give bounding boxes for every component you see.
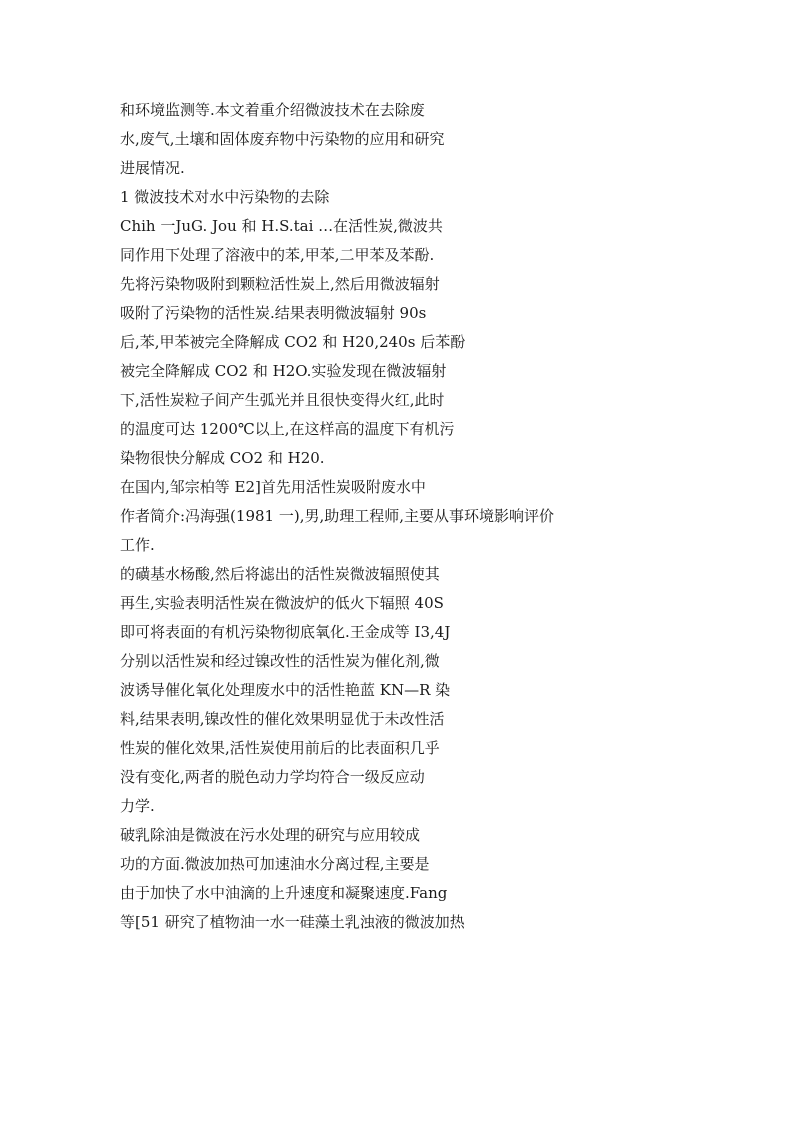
text-line: 进展情况.	[120, 159, 185, 177]
text-line: 吸附了污染物的活性炭.结果表明微波辐射 90s	[120, 304, 427, 322]
text-line: 再生,实验表明活性炭在微波炉的低火下辐照 40S	[120, 594, 444, 612]
text-line: 料,结果表明,镍改性的催化效果明显优于未改性活	[120, 710, 445, 728]
author-note: 作者简介:冯海强(1981 一),男,助理工程师,主要从事环境影响评价	[120, 507, 555, 525]
text-line: 即可将表面的有机污染物彻底氧化.王金成等 I3,4J	[120, 623, 451, 641]
text-line: 先将污染物吸附到颗粒活性炭上,然后用微波辐射	[120, 275, 440, 293]
text-line: 下,活性炭粒子间产生弧光并且很快变得火红,此时	[120, 391, 445, 409]
text-line: 分别以活性炭和经过镍改性的活性炭为催化剂,微	[120, 652, 440, 670]
text-line: 等[51 研究了植物油一水一硅藻土乳浊液的微波加热	[120, 913, 465, 931]
text-line: 性炭的催化效果,活性炭使用前后的比表面积几乎	[120, 739, 440, 757]
text-line: 同作用下处理了溶液中的苯,甲苯,二甲苯及苯酚.	[120, 246, 435, 264]
text-line: 水,废气,土壤和固体废弃物中污染物的应用和研究	[120, 130, 445, 148]
text-line: Chih 一JuG. Jou 和 H.S.tai …在活性炭,微波共	[120, 217, 443, 235]
section-heading: 1 微波技术对水中污染物的去除	[120, 188, 330, 206]
text-line: 的温度可达 1200℃以上,在这样高的温度下有机污	[120, 420, 455, 438]
text-line: 力学.	[120, 797, 155, 815]
text-line: 在国内,邹宗柏等 E2]首先用活性炭吸附废水中	[120, 478, 426, 496]
text-line: 由于加快了水中油滴的上升速度和凝聚速度.Fang	[120, 884, 448, 902]
text-line: 后,苯,甲苯被完全降解成 CO2 和 H20,240s 后苯酚	[120, 333, 466, 351]
author-note: 工作.	[120, 536, 155, 554]
document-body	[120, 96, 590, 937]
text-line: 功的方面.微波加热可加速油水分离过程,主要是	[120, 855, 430, 873]
text-line: 染物很快分解成 CO2 和 H20.	[120, 449, 325, 467]
text-line: 的磺基水杨酸,然后将滤出的活性炭微波辐照使其	[120, 565, 440, 583]
text-line: 波诱导催化氧化处理废水中的活性艳蓝 KN—R 染	[120, 681, 451, 699]
text-line: 没有变化,两者的脱色动力学均符合一级反应动	[120, 768, 425, 786]
text-line: 破乳除油是微波在污水处理的研究与应用较成	[120, 826, 421, 844]
text-line: 被完全降解成 CO2 和 H2O.实验发现在微波辐射	[120, 362, 447, 380]
text-line: 和环境监测等.本文着重介绍微波技术在去除废	[120, 101, 425, 119]
